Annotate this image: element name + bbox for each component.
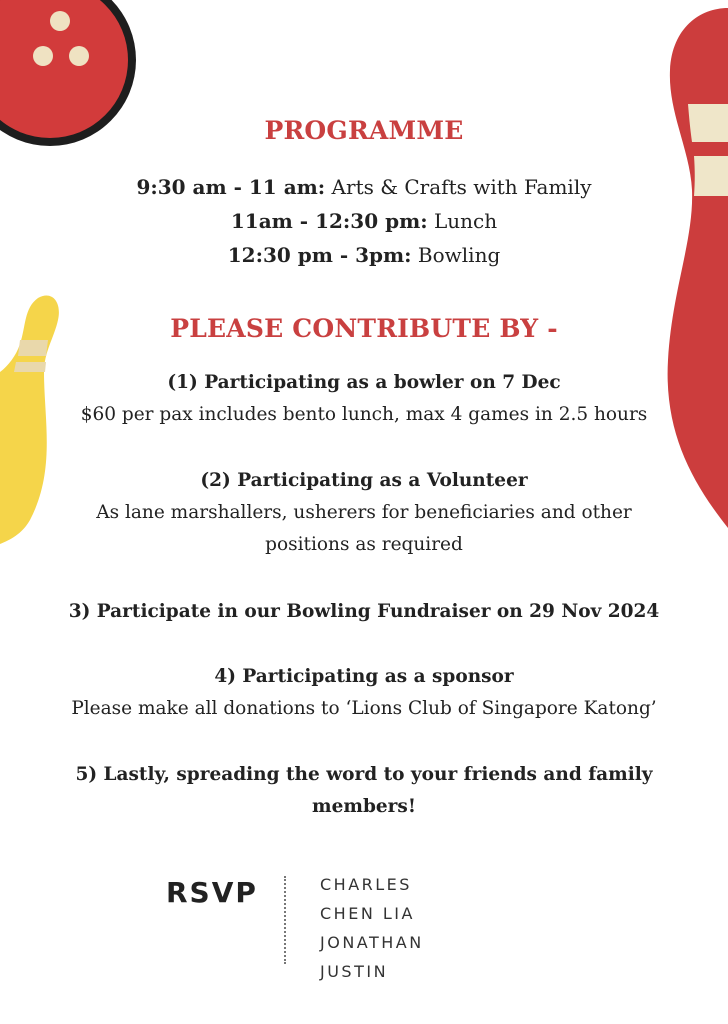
contribute-item-5 [0,759,728,823]
programme-heading: PROGRAMME [264,116,464,145]
programme-time: 9:30 am - 11 am: [136,175,326,199]
programme-item [0,170,728,204]
rsvp-label: RSVP [166,876,258,909]
rsvp-divider [284,876,286,964]
programme-activity: Arts & Crafts with Family [325,175,592,199]
rsvp-name: JONATHAN [320,933,424,952]
contribute-item-title: (1) Participating as a bowler on 7 Dec [167,372,561,393]
contribute-item-body: Please make all donations to ‘Lions Club of Singapore Katong’ [71,698,657,719]
programme-time: 11am - 12:30 pm: [230,209,428,233]
contribute-item-1 [0,367,728,431]
rsvp-name: JUSTIN [320,962,389,981]
rsvp-names [320,870,424,986]
contribute-item-title: (2) Participating as a Volunteer [200,470,528,491]
contribute-item-body: positions as required [265,534,463,555]
contribute-item-title: members! [312,796,416,817]
contribute-item-title: 5) Lastly, spreading the word to your friends and family [75,764,653,785]
contribute-item-body: $60 per pax includes bento lunch, max 4 games in 2.5 hours [80,404,648,425]
programme-list [0,170,728,272]
rsvp-name: CHARLES [320,875,412,894]
contribute-item-title: 3) Participate in our Bowling Fundraiser on 29 Nov 2024 [68,601,660,622]
rsvp-name: CHEN LIA [320,904,415,923]
contribute-item-4 [0,661,728,725]
programme-item [0,204,728,238]
programme-time: 12:30 pm - 3pm: [227,243,412,267]
programme-activity: Bowling [411,243,501,267]
contribute-item-3 [0,596,728,628]
programme-item [0,238,728,272]
contribute-item-body: As lane marshallers, usherers for beneficiaries and other [96,502,632,523]
contribute-item-2 [0,465,728,561]
programme-activity: Lunch [427,209,498,233]
contribute-item-title: 4) Participating as a sponsor [214,666,514,687]
contribute-heading: PLEASE CONTRIBUTE BY - [170,314,558,343]
